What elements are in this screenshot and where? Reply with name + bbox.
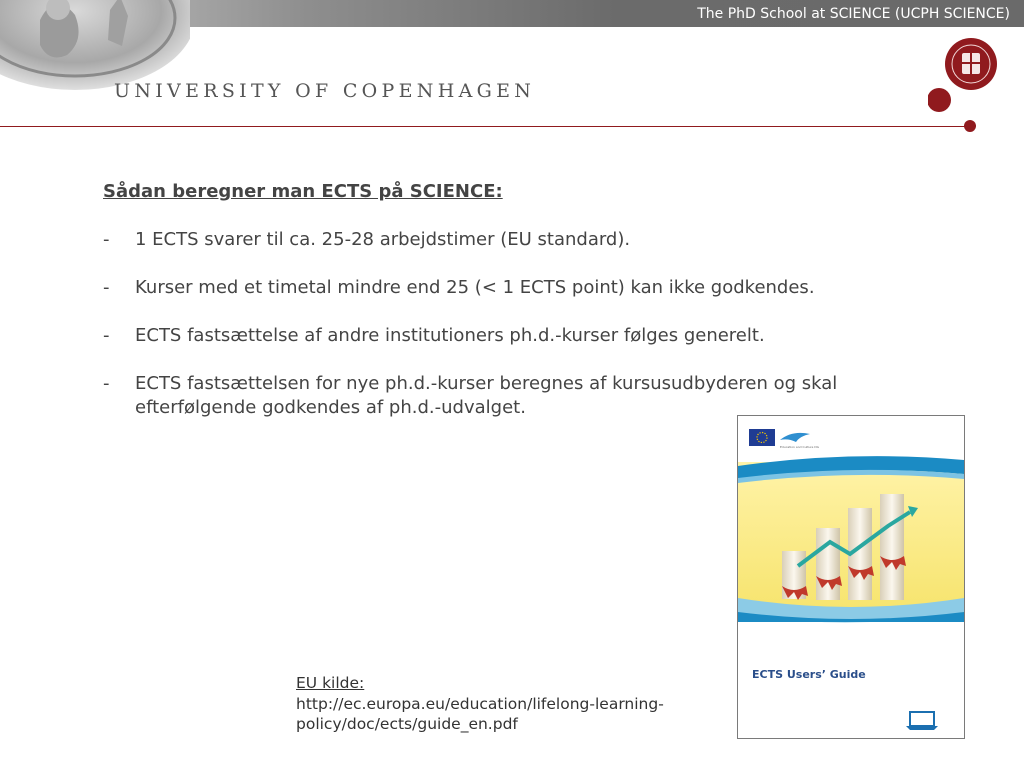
bullet-item [103,372,933,420]
source-url-line-2: policy/doc/ects/guide_en.pdf [296,715,518,733]
source-title: EU kilde: [296,674,365,692]
source-citation [296,673,664,735]
school-name: The PhD School at SCIENCE (UCPH SCIENCE) [697,6,1010,22]
university-emblem-logo [928,36,1008,136]
ects-guide-cover-image [737,415,965,739]
bullet-item [103,228,933,252]
bullet-dash: - [103,325,110,346]
cover-title: ECTS Users’ Guide [752,668,866,681]
university-seal-image [0,0,190,120]
header-divider [0,126,968,127]
bullet-text: 1 ECTS svarer til ca. 25-28 arbejdstimer (EU standard). [135,229,631,250]
bullet-item [103,276,933,300]
bullet-text: ECTS fastsættelse af andre institutioners ph.d.-kurser følges generelt. [135,325,765,346]
eu-logo-caption: Education and Culture DG [780,445,819,449]
bullet-text: ECTS fastsættelsen for nye ph.d.-kurser beregnes af kursusudbyderen og skal efterfølgende godkendes af ph.d.-udvalget. [135,373,838,418]
university-wordmark: UNIVERSITY OF COPENHAGEN [114,80,536,102]
bullet-dash: - [103,277,110,298]
bullet-dash: - [103,229,110,250]
main-content [103,180,933,444]
bullet-text: Kurser med et timetal mindre end 25 (< 1 ECTS point) kan ikke godkendes. [135,277,815,298]
source-url-line-1: http://ec.europa.eu/education/lifelong-learning- [296,694,664,713]
section-heading: Sådan beregner man ECTS på SCIENCE: [103,181,503,202]
bullet-dash: - [103,373,110,394]
bullet-item [103,324,933,348]
